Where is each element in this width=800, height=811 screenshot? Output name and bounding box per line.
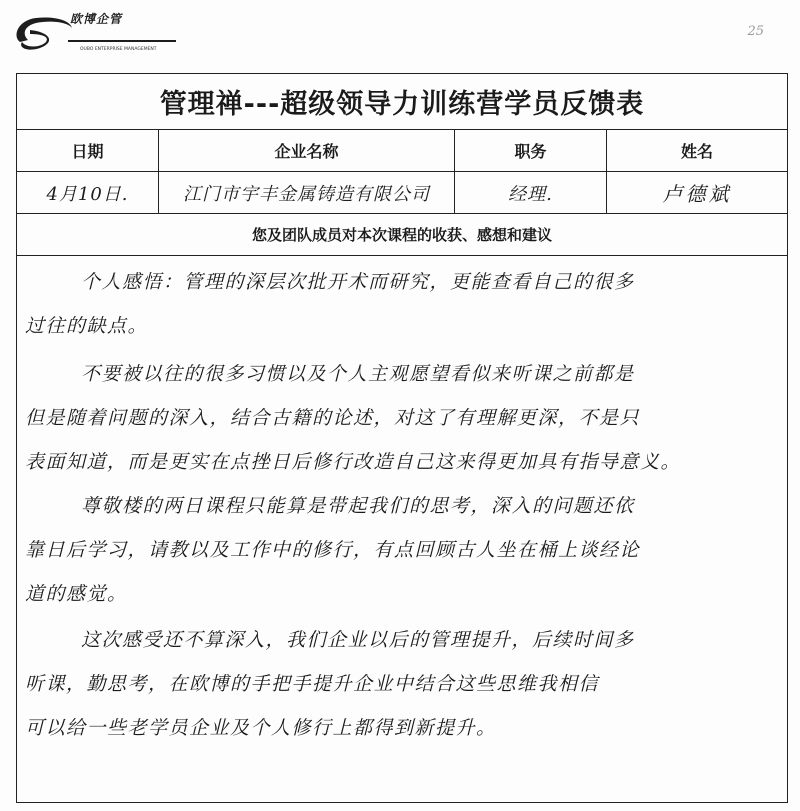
- values-row: [17, 172, 787, 214]
- header-row: [17, 130, 787, 172]
- date-value: 4月10日.: [17, 172, 159, 213]
- logo-name: 欧博企管: [70, 12, 123, 26]
- form-title: 管理禅---超级领导力训练营学员反馈表: [17, 74, 787, 130]
- feedback-table: [16, 73, 788, 803]
- feedback-line: 但是随着问题的深入，结合古籍的论述，对这了有理解更深，不是只: [25, 407, 641, 429]
- col-company-header: 企业名称: [159, 130, 455, 171]
- feedback-line: 这次感受还不算深入，我们企业以后的管理提升，后续时间多: [81, 629, 635, 651]
- position-value: 经理.: [455, 172, 607, 213]
- col-position-header: 职务: [455, 130, 607, 171]
- feedback-line: 靠日后学习，请教以及工作中的修行，有点回顾古人坐在桶上谈经论: [25, 539, 641, 561]
- col-name-header: 姓名: [680, 142, 713, 161]
- feedback-line: 尊敬楼的两日课程只能算是带起我们的思考，深入的问题还依: [81, 495, 635, 517]
- feedback-line: 过往的缺点。: [25, 315, 149, 337]
- logo-tagline: OUBO ENTERPRISE MANAGEMENT: [80, 47, 157, 52]
- page-number: 25: [747, 24, 764, 39]
- name-value: 卢德斌: [662, 182, 732, 206]
- col-date-header: 日期: [17, 130, 159, 171]
- feedback-body: [17, 256, 787, 802]
- feedback-line: 个人感悟：管理的深层次批开术而研究，更能查看自己的很多: [81, 271, 635, 293]
- feedback-line: 道的感觉。: [25, 583, 128, 605]
- feedback-line: 表面知道，而是更实在点挫日后修行改造自己这来得更加具有指导意义。: [25, 451, 682, 473]
- feedback-prompt: 您及团队成员对本次课程的收获、感想和建议: [17, 214, 787, 256]
- feedback-line: 听课，勤思考，在欧博的手把手提升企业中结合这些思维我相信: [25, 673, 600, 695]
- feedback-line: 不要被以往的很多习惯以及个人主观愿望看似来听课之前都是: [81, 363, 635, 385]
- feedback-line: 可以给一些老学员企业及个人修行上都得到新提升。: [25, 717, 497, 739]
- company-value: 江门市宇丰金属铸造有限公司: [159, 172, 455, 213]
